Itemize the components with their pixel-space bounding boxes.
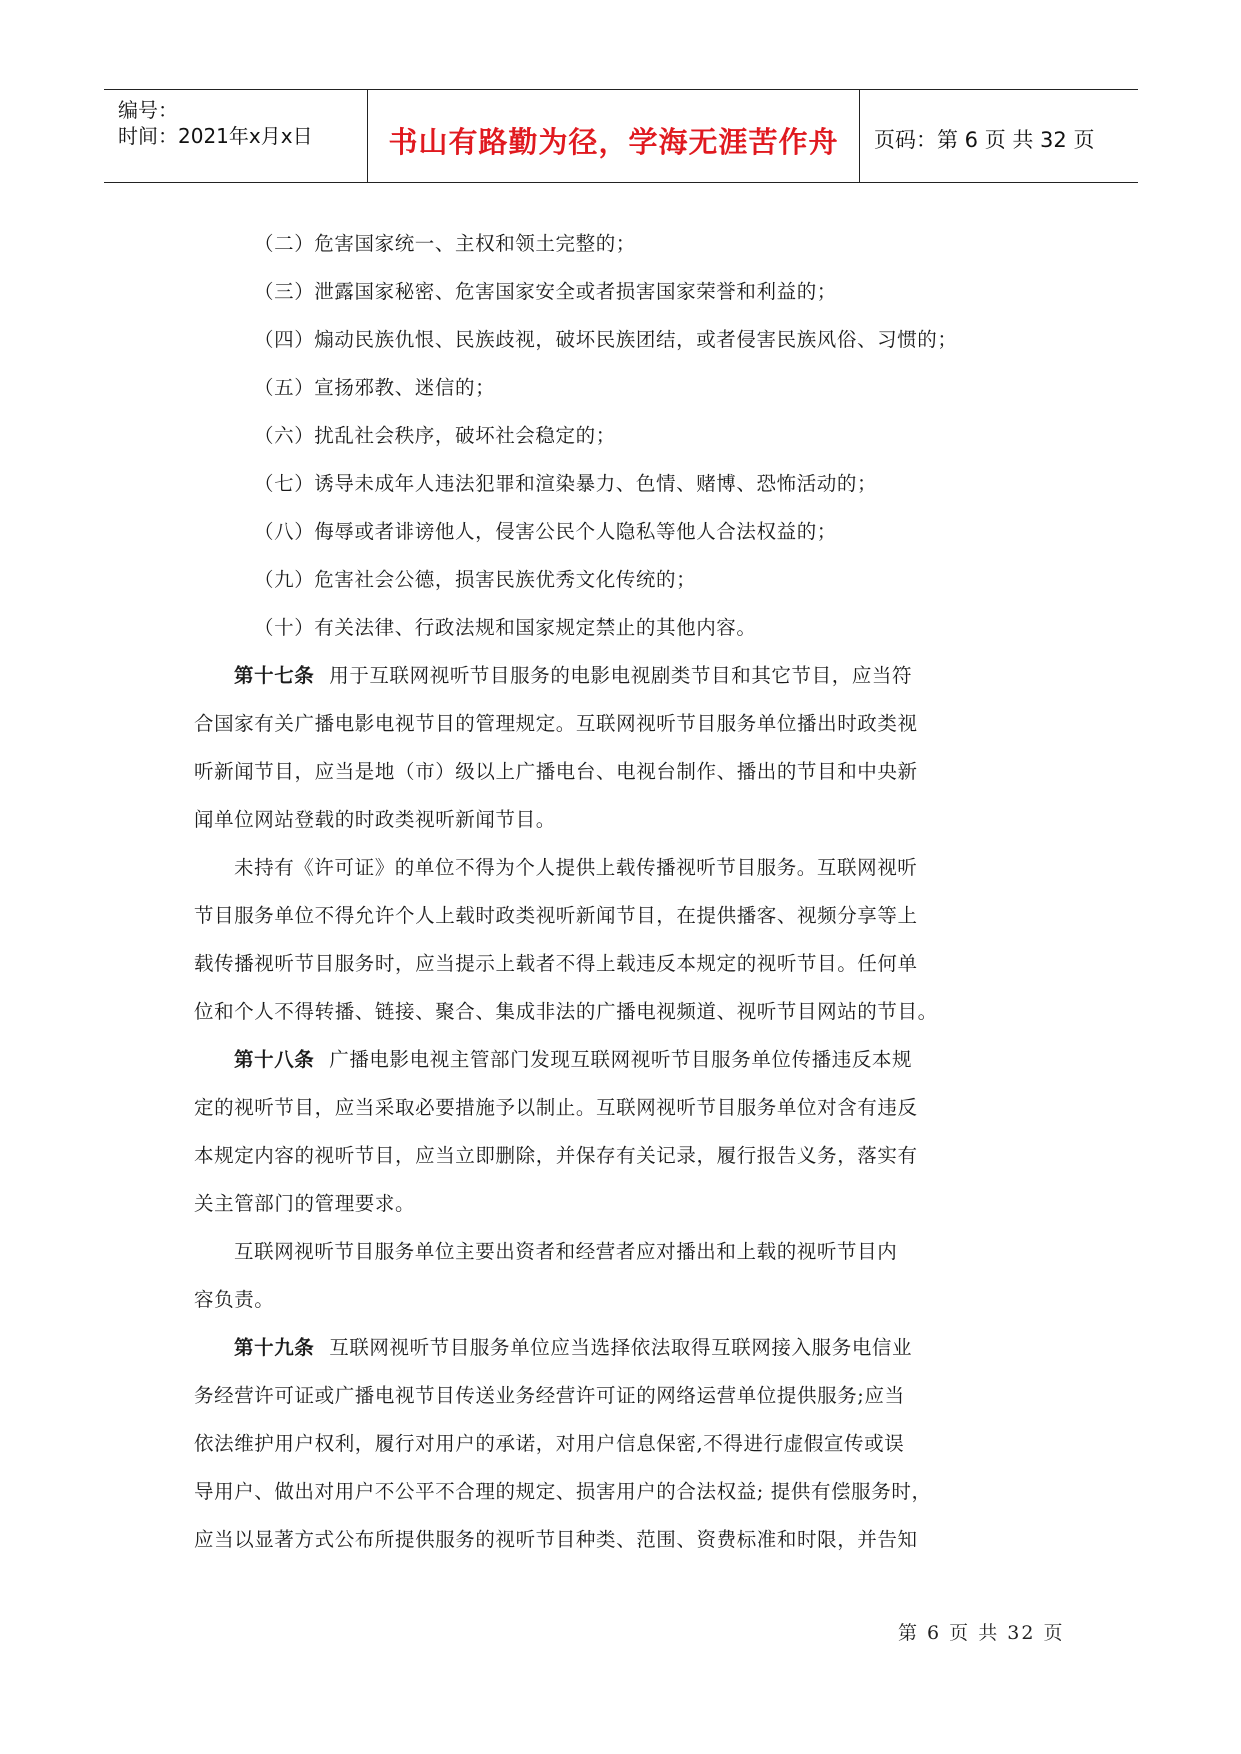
list-item: （八）侮辱或者诽谤他人，侵害公民个人隐私等他人合法权益的； bbox=[254, 520, 837, 543]
header-motto: 书山有路勤为径，学海无涯苦作舟 bbox=[388, 125, 839, 159]
list-item: （七）诱导未成年人违法犯罪和渲染暴力、色情、赌博、恐怖活动的； bbox=[254, 472, 878, 495]
list-item: （六）扰乱社会秩序，破坏社会稳定的； bbox=[254, 424, 616, 447]
article-line: 容负责。 bbox=[194, 1288, 275, 1311]
document-body bbox=[194, 220, 1024, 1564]
list-item: （二）危害国家统一、主权和领土完整的； bbox=[254, 232, 636, 255]
article-line: 导用户、做出对用户不公平不合理的规定、损害用户的合法权益; 提供有偿服务时， bbox=[194, 1480, 932, 1503]
article-19 bbox=[194, 1324, 1024, 1564]
document-number-label: 编号： bbox=[118, 98, 178, 122]
article-line bbox=[194, 1036, 1024, 1084]
article-line: 听新闻节目，应当是地（市）级以上广播电台、电视台制作、播出的节目和中央新 bbox=[194, 760, 918, 783]
article-heading: 第十八条 bbox=[234, 1048, 315, 1071]
article-line: 位和个人不得转播、链接、聚合、集成非法的广播电视频道、视听节目网站的节目。 bbox=[194, 1000, 938, 1023]
article-heading: 第十七条 bbox=[234, 664, 315, 687]
list-item: （三）泄露国家秘密、危害国家安全或者损害国家荣誉和利益的； bbox=[254, 280, 837, 303]
article-text: 用于互联网视听节目服务的电影电视剧类节目和其它节目，应当符 bbox=[329, 664, 913, 687]
article-line: 本规定内容的视听节目，应当立即删除，并保存有关记录，履行报告义务，落实有 bbox=[194, 1144, 918, 1167]
article-line: 依法维护用户权利，履行对用户的承诺，对用户信息保密,不得进行虚假宣传或误 bbox=[194, 1432, 905, 1455]
article-line: 闻单位网站登载的时政类视听新闻节目。 bbox=[194, 808, 556, 831]
article-line: 未持有《许可证》的单位不得为个人提供上载传播视听节目服务。互联网视听 bbox=[234, 856, 918, 879]
list-item: （九）危害社会公德，损害民族优秀文化传统的； bbox=[254, 568, 697, 591]
article-18 bbox=[194, 1036, 1024, 1324]
header-left-cell bbox=[104, 90, 368, 182]
article-line: 合国家有关广播电影电视节目的管理规定。互联网视听节目服务单位播出时政类视 bbox=[194, 712, 918, 735]
article-line: 载传播视听节目服务时，应当提示上载者不得上载违反本规定的视听节目。任何单 bbox=[194, 952, 918, 975]
article-line: 定的视听节目，应当采取必要措施予以制止。互联网视听节目服务单位对含有违反 bbox=[194, 1096, 918, 1119]
list-item: （十）有关法律、行政法规和国家规定禁止的其他内容。 bbox=[254, 616, 757, 639]
article-17 bbox=[194, 652, 1024, 1036]
article-heading: 第十九条 bbox=[234, 1336, 315, 1359]
article-line bbox=[194, 652, 1024, 700]
list-item: （四）煽动民族仇恨、民族歧视，破坏民族团结，或者侵害民族风俗、习惯的； bbox=[254, 328, 958, 351]
article-line bbox=[194, 1324, 1024, 1372]
article-text: 互联网视听节目服务单位应当选择依法取得互联网接入服务电信业 bbox=[329, 1336, 913, 1359]
header-page-number: 页码：第 6 页 共 32 页 bbox=[874, 128, 1095, 152]
header-motto-cell bbox=[368, 90, 860, 182]
article-line: 节目服务单位不得允许个人上载时政类视听新闻节目，在提供播客、视频分享等上 bbox=[194, 904, 918, 927]
document-time-label: 时间：2021年x月x日 bbox=[118, 124, 313, 148]
article-line: 互联网视听节目服务单位主要出资者和经营者应对播出和上载的视听节目内 bbox=[234, 1240, 898, 1263]
list-item: （五）宣扬邪教、迷信的； bbox=[254, 376, 496, 399]
article-line: 务经营许可证或广播电视节目传送业务经营许可证的网络运营单位提供服务;应当 bbox=[194, 1384, 905, 1407]
article-text: 广播电影电视主管部门发现互联网视听节目服务单位传播违反本规 bbox=[329, 1048, 913, 1071]
header-page-cell bbox=[860, 90, 1138, 182]
article-line: 应当以显著方式公布所提供服务的视听节目种类、范围、资费标准和时限，并告知 bbox=[194, 1528, 918, 1551]
page-footer: 第 6 页 共 32 页 bbox=[898, 1622, 1065, 1644]
article-line: 关主管部门的管理要求。 bbox=[194, 1192, 416, 1215]
document-header bbox=[104, 89, 1138, 183]
